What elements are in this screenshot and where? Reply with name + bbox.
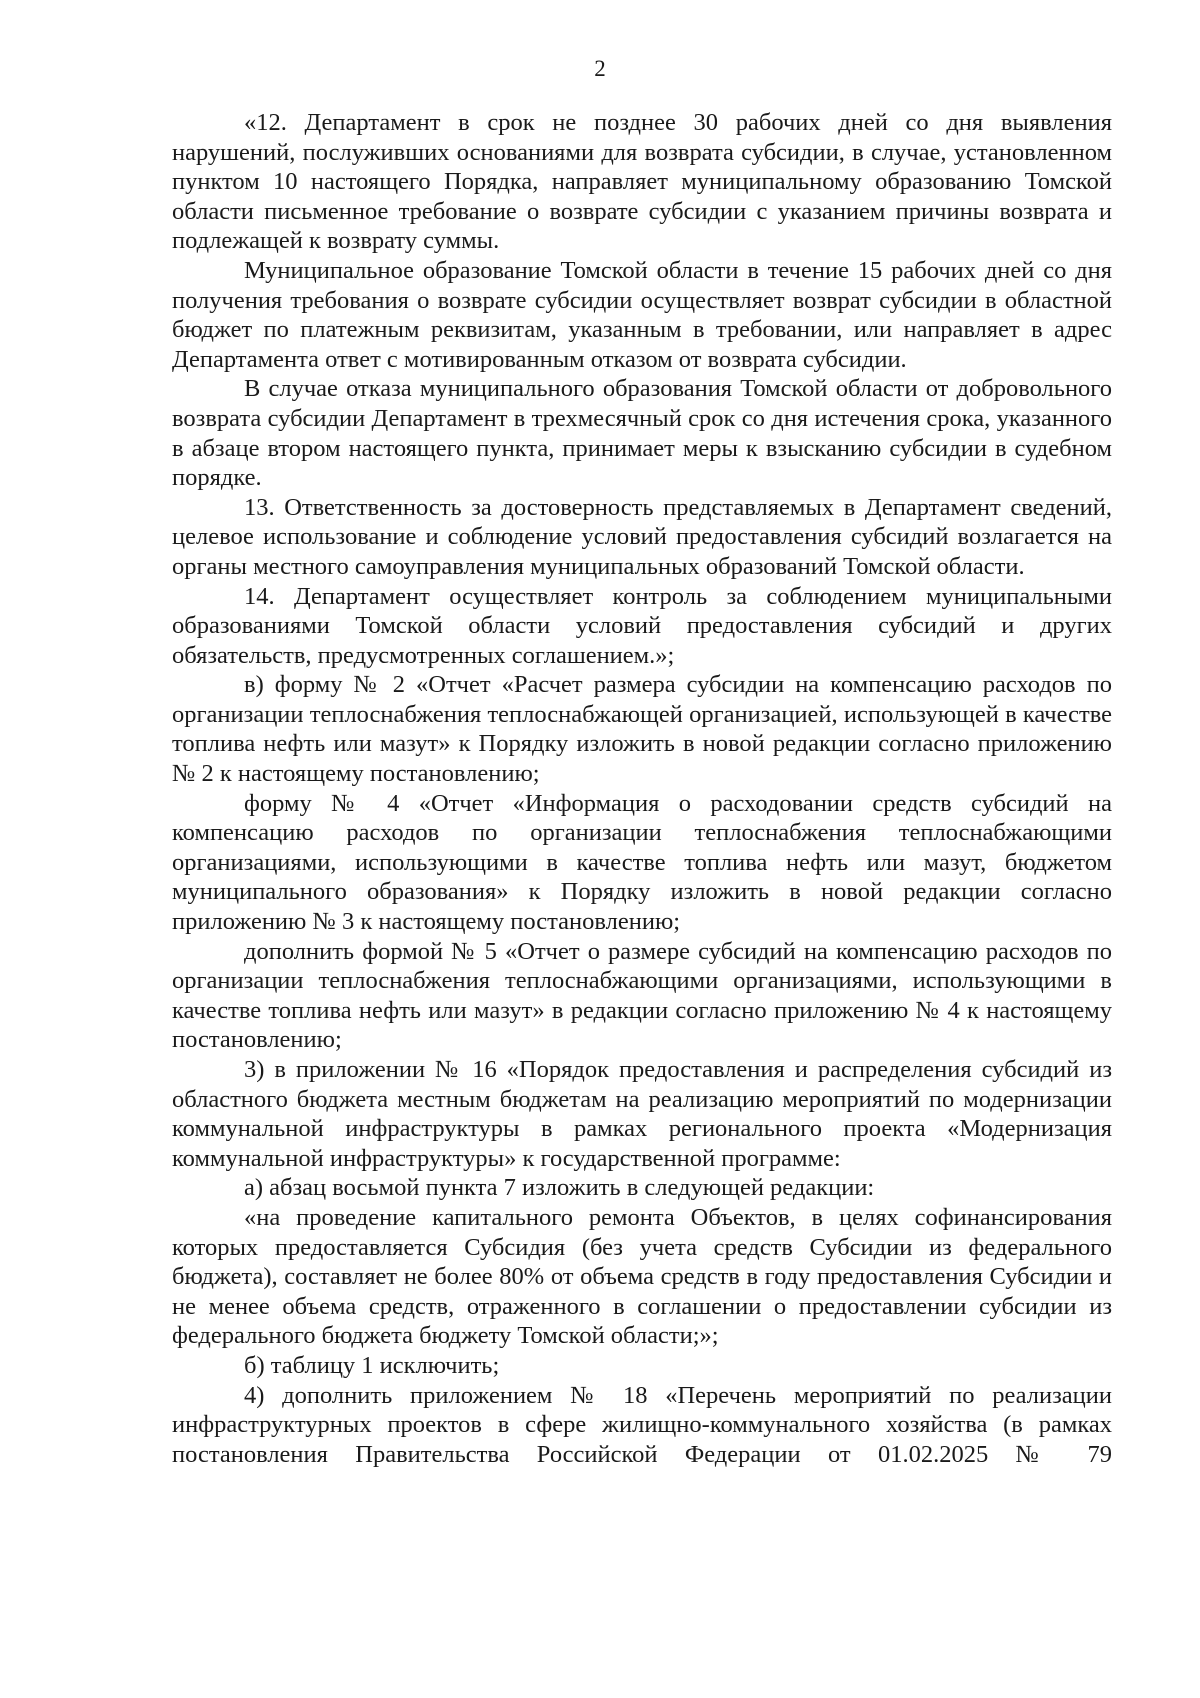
document-body	[172, 108, 1112, 1469]
page-number: 2	[594, 56, 606, 81]
paragraph-item-14: 14. Департамент осуществляет контроль за соблюдением муниципальными образованиями Томской области условий предоставления субсидий и других обязательств, предусмотренных соглашением.»;	[172, 582, 1112, 669]
paragraph-table-1-exclude: б) таблицу 1 исключить;	[244, 1351, 500, 1379]
paragraph-form-5: дополнить формой № 5 «Отчет о размере субсидий на компенсацию расходов по организации теплоснабжения теплоснабжающими организациями, использующими в качестве топлива нефть или мазут» в редакции согласно приложению № 4 к настоящему постановлению;	[172, 937, 1112, 1054]
paragraph-appendix-16: 3) в приложении № 16 «Порядок предоставления и распределения субсидий из областного бюджета местным бюджетам на реализацию мероприятий по модернизации коммунальной инфраструктуры в рамках регионального проекта «Модернизация коммунальной инфраструктуры» к государственной программе:	[172, 1056, 1112, 1172]
paragraph-item-7-abzac: а) абзац восьмой пункта 7 изложить в следующей редакции:	[244, 1174, 875, 1202]
paragraph-return-within-15-days: Муниципальное образование Томской области в течение 15 рабочих дней со дня получения требования о возврате субсидии осуществляет возврат субсидии в областной бюджет по платежным реквизитам, указанным в требовании, или направляет в адрес Департамента ответ с мотивированным отказом от возврата субсидии.	[172, 256, 1112, 373]
paragraph-form-2: в) форму № 2 «Отчет «Расчет размера субсидии на компенсацию расходов по организации теплоснабжения теплоснабжающей организацией, использующей в качестве топлива нефть или мазут» к Порядку изложить в новой редакции согласно приложению № 2 к настоящему постановлению;	[172, 671, 1112, 788]
paragraph-refusal-court-recovery: В случае отказа муниципального образования Томской области от добровольного возврата субсидии Департамент в трехмесячный срок со дня истечения срока, указанного в абзаце втором настоящего пункта, принимает меры к взысканию субсидии в судебном порядке.	[172, 375, 1112, 492]
paragraph-appendix-18: 4) дополнить приложением № 18 «Перечень мероприятий по реализации инфраструктурных проектов в сфере жилищно-коммунального хозяйства (в рамках постановления Правительства Российской Федерации от 01.02.2025 № 79	[172, 1381, 1112, 1468]
paragraph-form-4: форму № 4 «Отчет «Информация о расходовании средств субсидий на компенсацию расходов по организации теплоснабжения теплоснабжающими организациями, использующими в качестве топлива нефть или мазут, бюджетом муниципального образования» к Порядку изложить в новой редакции согласно приложению № 3 к настоящему постановлению;	[172, 789, 1112, 936]
paragraph-item-12: «12. Департамент в срок не позднее 30 рабочих дней со дня выявления нарушений, послуживших основаниями для возврата субсидии, в случае, установленном пунктом 10 настоящего Порядка, направляет муниципальному образованию Томской области письменное требование о возврате субсидии с указанием причины возврата и подлежащей к возврату суммы.	[172, 109, 1112, 255]
paragraph-item-13: 13. Ответственность за достоверность представляемых в Департамент сведений, целевое использование и соблюдение условий предоставления субсидий возлагается на органы местного самоуправления муниципальных образований Томской области.	[172, 493, 1112, 580]
paragraph-capital-repair: «на проведение капитального ремонта Объектов, в целях софинансирования которых предоставляется Субсидия (без учета средств Субсидии из федерального бюджета), составляет не более 80% от объема средств в году предоставления Субсидии и не менее объема средств, отраженного в соглашении о предоставлении субсидии из федерального бюджета бюджету Томской области;»;	[172, 1203, 1112, 1350]
